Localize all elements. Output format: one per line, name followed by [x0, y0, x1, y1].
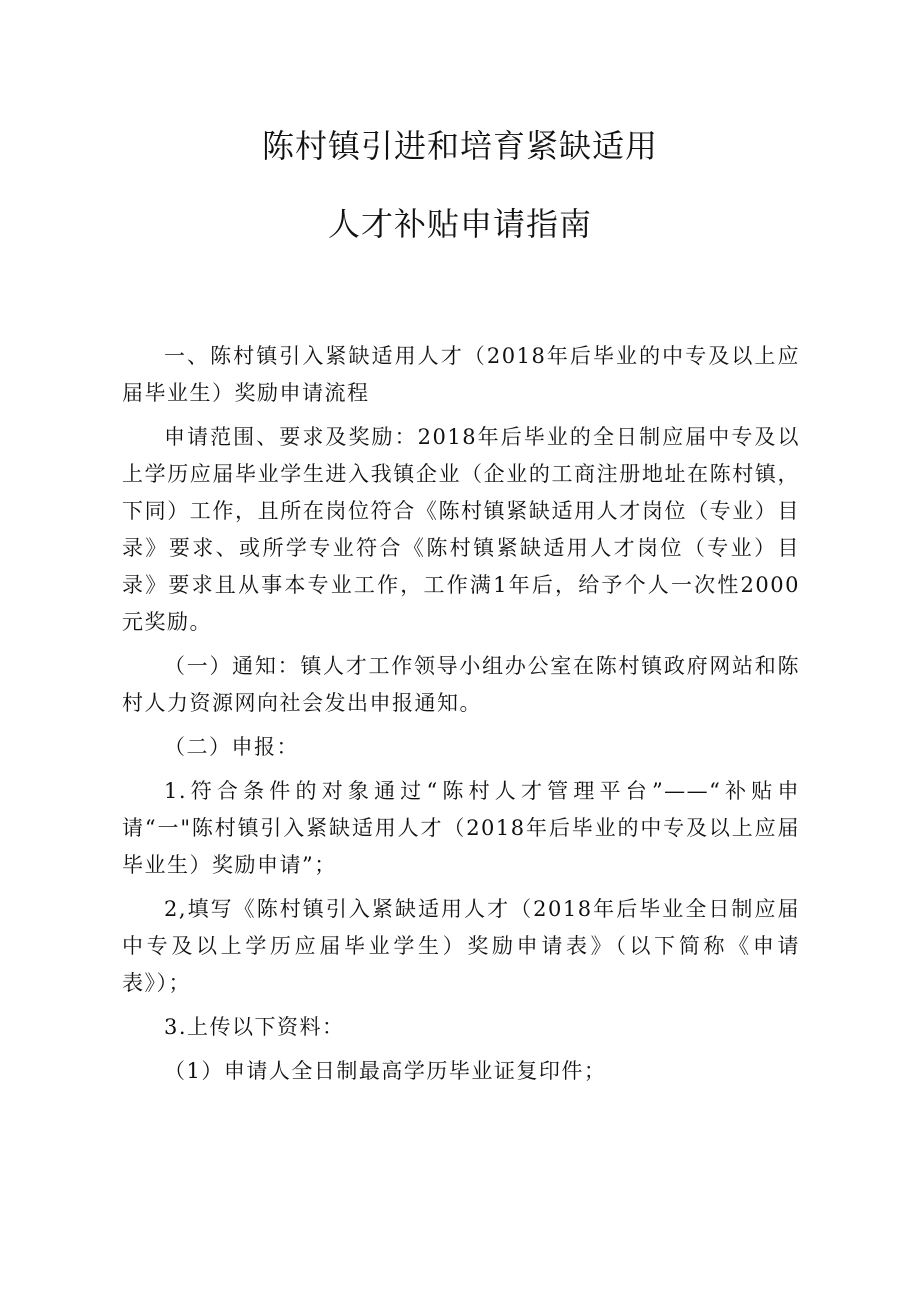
section-heading-1: 一、陈村镇引入紧缺适用人才（2018年后毕业的中专及以上应届毕业生）奖励申请流程 [122, 344, 800, 405]
application-heading: （二）申报： [164, 735, 299, 759]
application-step-2: 2,填写《陈村镇引入紧缺适用人才（2018年后毕业全日制应届中专及以上学历应届毕业学生）奖励申请表》（以下简称《申请表》）； [122, 897, 800, 995]
document-body [122, 338, 800, 1090]
upload-item-1: （1）申请人全日制最高学历毕业证复印件； [164, 1059, 607, 1083]
notice-paragraph: （一）通知：镇人才工作领导小组办公室在陈村镇政府网站和陈村人力资源网向社会发出申报通知。 [122, 654, 800, 715]
document-title-line-2: 人才补贴申请指南 [327, 205, 592, 243]
application-step-3: 3.上传以下资料： [164, 1015, 345, 1039]
scope-requirements-paragraph: 申请范围、要求及奖励：2018年后毕业的全日制应届中专及以上学历应届毕业学生进入我镇企业（企业的工商注册地址在陈村镇，下同）工作，且所在岗位符合《陈村镇紧缺适用人才岗位（专业）目录》要求、或所学专业符合《陈村镇紧缺适用人才岗位（专业）目录》要求且从事本专业工作，工作满1年后，给予个人一次性2000元奖励。 [122, 425, 800, 634]
document-title-line-1: 陈村镇引进和培育紧缺适用 [261, 127, 658, 165]
application-step-1: 1.符合条件的对象通过“陈村人才管理平台”——“补贴申请“一"陈村镇引入紧缺适用人才（2018年后毕业的中专及以上应届毕业生）奖励申请”； [122, 779, 800, 877]
